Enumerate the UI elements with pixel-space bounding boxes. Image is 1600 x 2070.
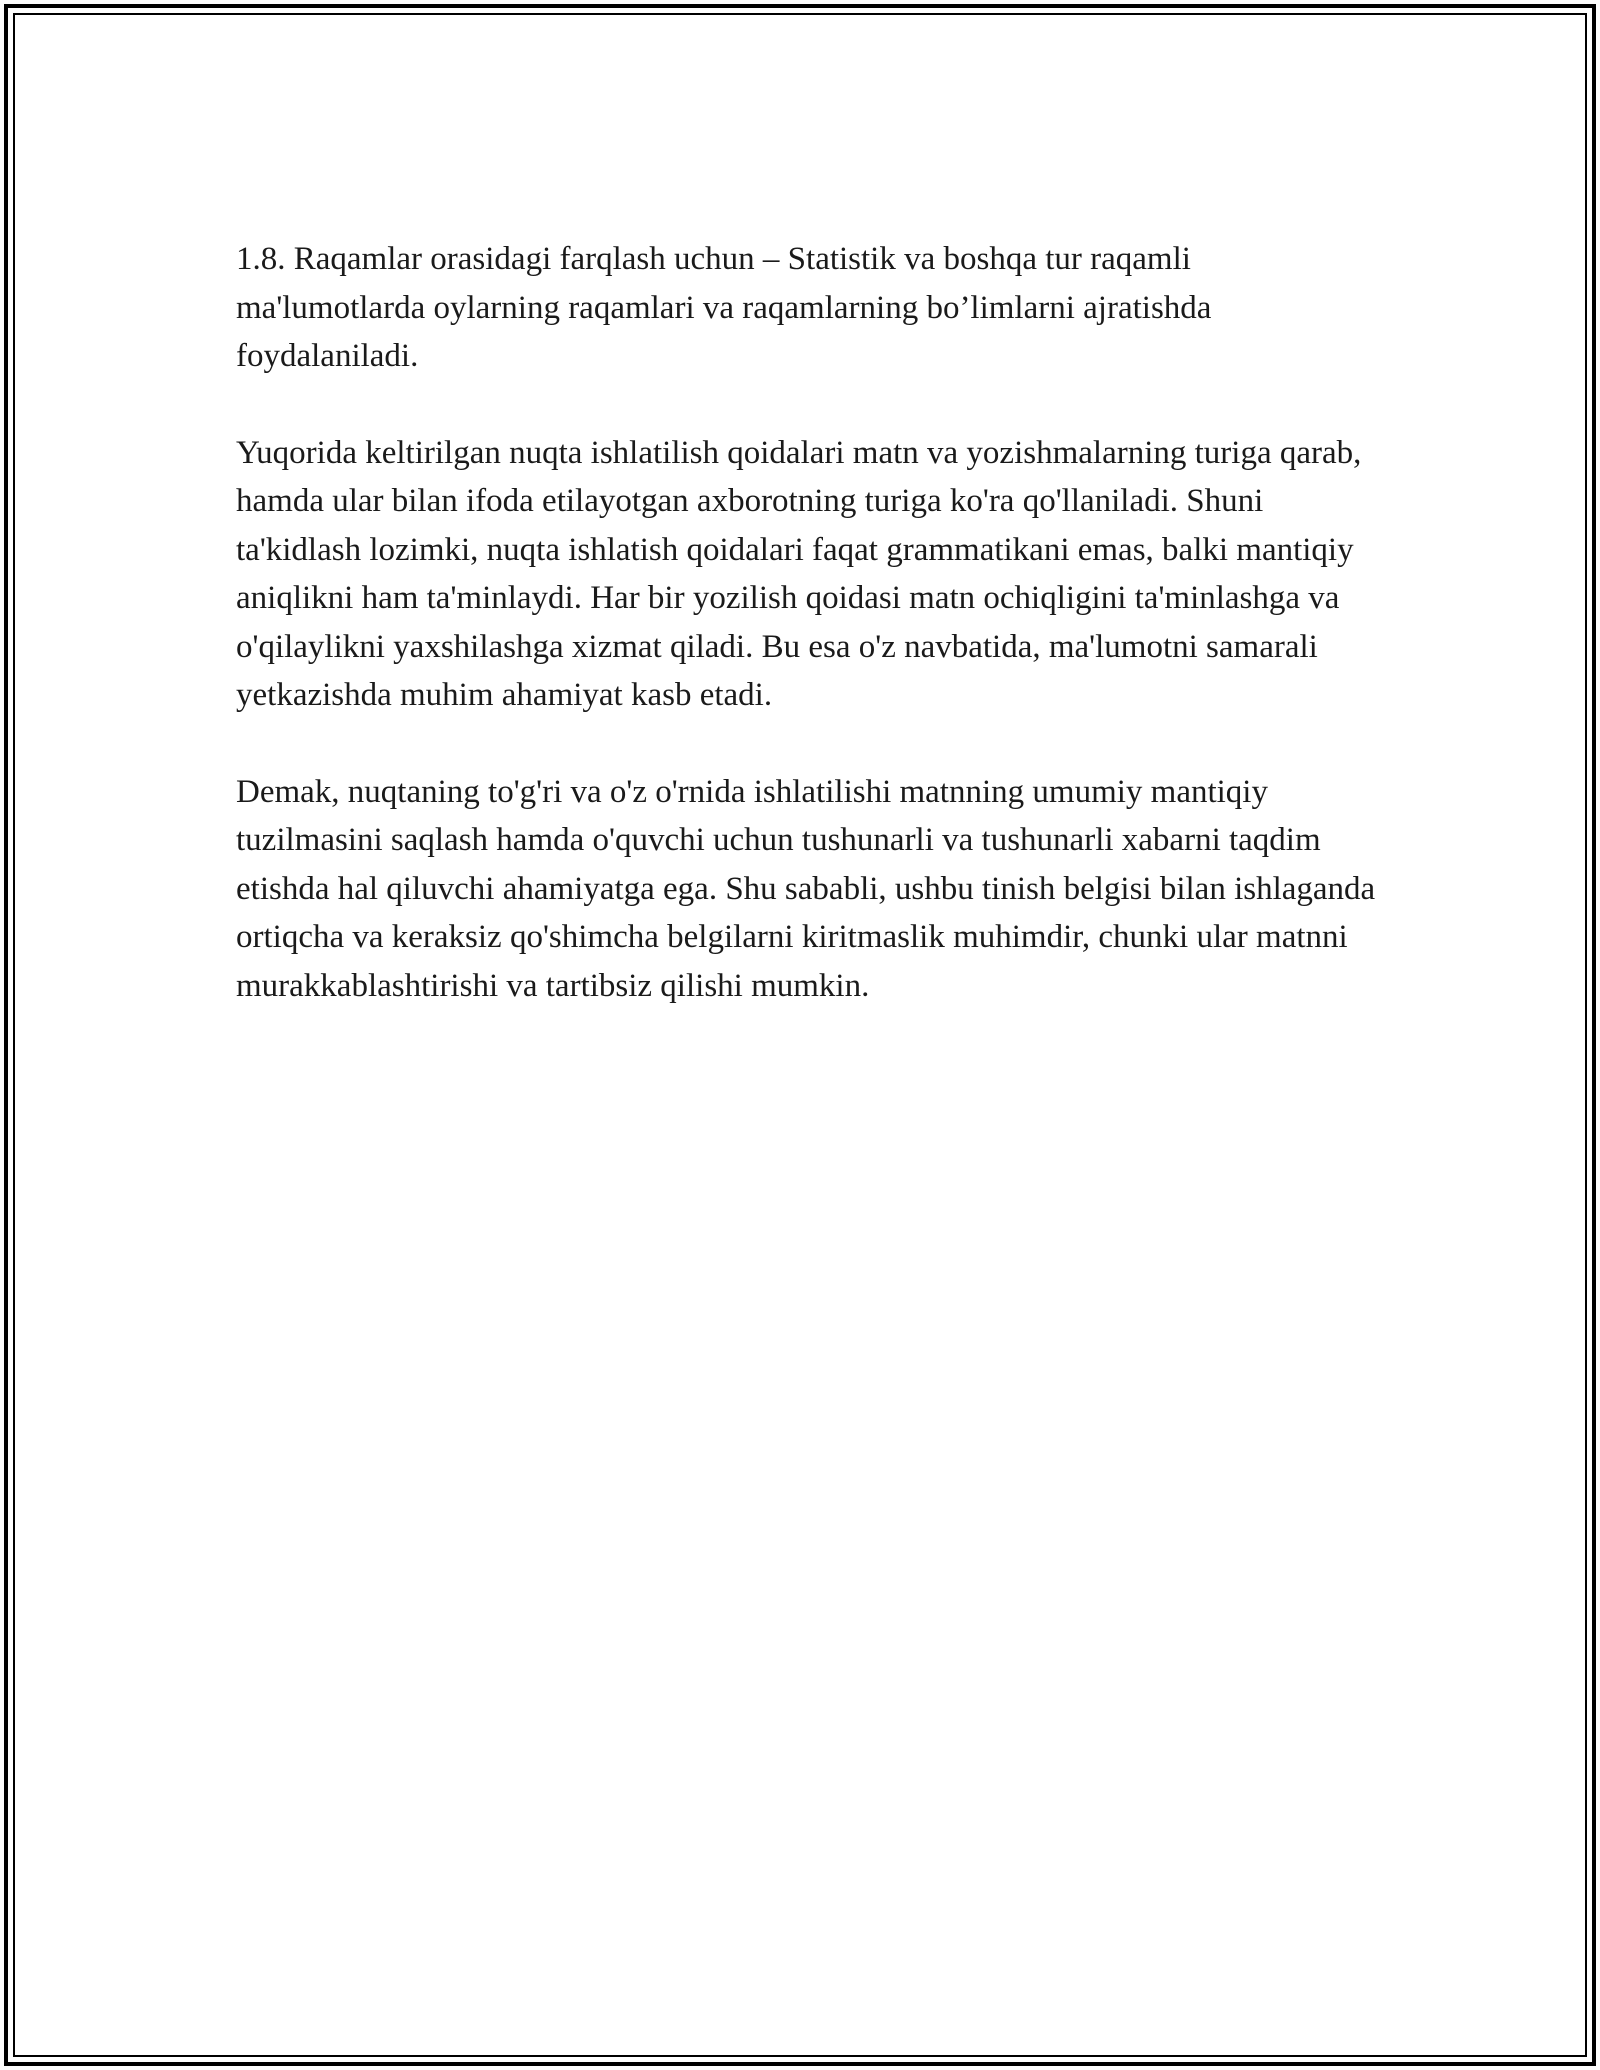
paragraph-conclusion: Demak, nuqtaning to'g'ri va o'z o'rnida ishlatilishi matnning umumiy mantiqiy tuzilmasini saqlash hamda o'quvchi uchun tushunarli va tushunarli xabarni taqdim etishda hal qiluvchi ahamiyatga ega. Shu sababli, ushbu tinish belgisi bilan ishlaganda ortiqcha va keraksiz qo'shimcha belgilarni kiritmaslik muhimdir, chunki ular matnni murakkablashtirishi va tartibsiz qilishi mumkin. bbox=[236, 773, 1376, 1004]
paragraph-explanation: Yuqorida keltirilgan nuqta ishlatilish qoidalari matn va yozishmalarning turiga qarab, hamda ular bilan ifoda etilayotgan axborotning turiga ko'ra qo'llaniladi. Shuni ta'kidlash lozimki, nuqta ishlatish qoidalari faqat grammatikani emas, balki mantiqiy aniqlikni ham ta'minlaydi. Har bir yozilish qoidasi matn ochiqligini ta'minlashga va o'qilaylikni yaxshilashga xizmat qiladi. Bu esa o'z navbatida, ma'lumotni samarali yetkazishda muhim ahamiyat kasb etadi. bbox=[236, 434, 1362, 713]
paragraph-numbered-item: 1.8. Raqamlar orasidagi farqlash uchun – Statistik va boshqa tur raqamli ma'lumotlarda oylarning raqamlari va raqamlarning bo’limlarni ajratishda foydalaniladi. bbox=[236, 241, 1212, 374]
document-body bbox=[236, 235, 1376, 1058]
